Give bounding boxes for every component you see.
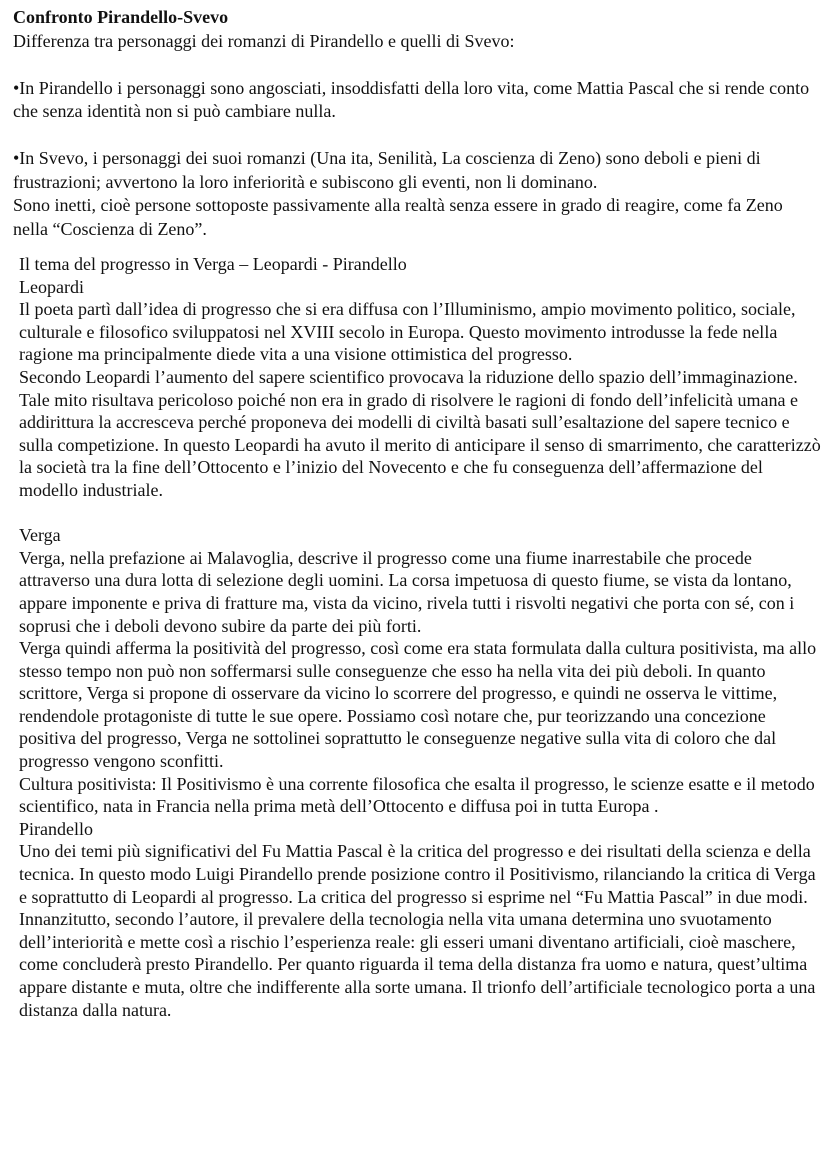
paragraph-verga-2: Verga quindi afferma la positività del progresso, così come era stata formulata dalla cultura positivista, ma allo stesso tempo non può non soffermarsi sulle conseguenze che esso ha nella vita dei più deboli. In quanto scrittore, Verga si propone di osservare da vicino lo scorrere del progresso, e quindi ne osserva le vittime, rendendole protagoniste di tutte le sue opere. Possiamo così notare che, pur teorizzando una concezione positiva del progresso, Verga ne sottolinei soprattutto le conseguenze negative sulla vita di coloro che dal progresso vengono sconfitti. — [19, 638, 817, 772]
section-progresso — [19, 253, 821, 1021]
paragraph-verga-1: Verga, nella prefazione ai Malavoglia, descrive il progresso come una fiume inarrestabile che procede attraverso una dura lotta di selezione degli uomini. La corsa impetuosa di questo fiume, se vista da lontano, appare imponente e priva di fratture ma, vista da vicino, rivela tutti i risvolti negativi che porta con sé, con i soprusi che i deboli devono subire da parte dei più forti. — [19, 547, 795, 636]
paragraph-leopardi-1: Il poeta partì dall’idea di progresso che si era diffusa con l’Illuminismo, ampio movimento politico, sociale, culturale e filosofico sviluppatosi nel XVIII secolo in Europa. Questo movimento introdusse la fede nella ragione ma principalmente diede vita a una visione ottimistica del progresso. — [19, 299, 796, 365]
paragraph-leopardi-2: Secondo Leopardi l’aumento del sapere scientifico provocava la riduzione dello spazio dell’immaginazione. Tale mito risultava pericoloso poiché non era in grado di risolvere le ragioni di fondo dell’infelicità umana e addirittura la accresceva perché proponeva dei modelli di civiltà basati sull’esaltazione del sapere tecnico e sulla competizione. In questo Leopardi ha avuto il merito di anticipare il senso di smarrimento, che caratterizzò la società tra la fine dell’Ottocento e l’inizio del Novecento e che fu conseguenza dell’affermazione del modello industriale. — [19, 366, 821, 500]
inetti-text: Sono inetti, cioè persone sottoposte passivamente alla realtà senza essere in grado di reagire, come fa Zeno nella “Coscienza di Zeno”. — [13, 195, 783, 239]
bullet-pirandello: •In Pirandello i personaggi sono angosciati, insoddisfatti della loro vita, come Mattia Pascal che si rende conto che senza identità non si può cambiare nulla. — [13, 77, 810, 121]
paragraph-verga-3: Cultura positivista: Il Positivismo è una corrente filosofica che esalta il progresso, le scienze esatte e il metodo scientifico, nata in Francia nella prima metà dell’Ottocento e diffusa poi in tutta Europa . — [19, 773, 815, 817]
spacer — [13, 53, 818, 77]
section-title: Il tema del progresso in Verga – Leopardi - Pirandello — [19, 254, 407, 274]
heading-verga: Verga — [19, 525, 61, 546]
heading-pirandello: Pirandello — [19, 818, 93, 839]
bullet-svevo: •In Svevo, i personaggi dei suoi romanzi (Una ita, Senilità, La coscienza di Zeno) sono deboli e pieni di frustrazioni; avvertono la loro inferiorità e subiscono gli eventi, non li dominano. — [13, 148, 761, 192]
heading-leopardi: Leopardi — [19, 276, 84, 297]
spacer — [19, 502, 821, 525]
section-pirandello-svevo — [13, 6, 818, 241]
section-title: Confronto Pirandello-Svevo — [13, 7, 229, 27]
paragraph-pirandello-1: Uno dei temi più significativi del Fu Mattia Pascal è la critica del progresso e dei risultati della scienza e della tecnica. In questo modo Luigi Pirandello prende posizione contro il Positivismo, rilanciando la critica di Verga e soprattutto di Leopardi al progresso. La critica del progresso si esprime nel “Fu Mattia Pascal” in due modi. Innanzitutto, secondo l’autore, il prevalere della tecnologia nella vita umana determina uno svuotamento dell’interiorità e mette così a rischio l’esperienza reale: gli esseri umani diventano artificiali, cioè maschere, come concluderà presto Pirandello. Per quanto riguarda il tema della distanza fra uomo e natura, quest’ultima appare distante e muta, oltre che indifferente alla sorte umana. Il trionfo dell’artificiale tecnologico porta a una distanza dalla natura. — [19, 841, 816, 1020]
spacer — [13, 124, 818, 148]
intro-text: Differenza tra personaggi dei romanzi di Pirandello e quelli di Svevo: — [13, 30, 515, 51]
